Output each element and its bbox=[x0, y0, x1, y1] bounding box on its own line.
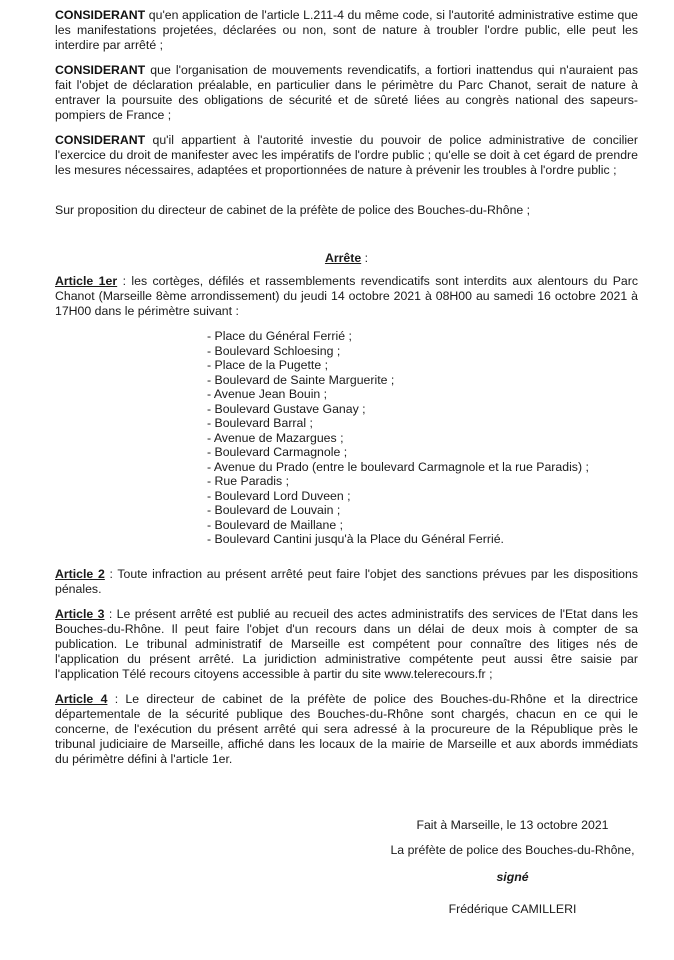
signature-role: La préfète de police des Bouches-du-Rhône, bbox=[390, 843, 635, 857]
article-2 bbox=[55, 567, 638, 597]
street-item: - Boulevard de Sainte Marguerite ; bbox=[207, 372, 395, 387]
spacer bbox=[55, 188, 638, 203]
signature-signed: signé bbox=[496, 870, 529, 884]
considerant-2 bbox=[55, 63, 638, 123]
arrete-suffix: : bbox=[361, 251, 369, 265]
street-item: - Boulevard Lord Duveen ; bbox=[207, 488, 351, 503]
article-label: Article 4 bbox=[55, 691, 108, 706]
considerant-text: qu'en application de l'article L.211-4 du même code, si l'autorité administrative estime que les manifestations projetées, déclarées ou non, sont de nature à troubler l'ordre public, elle peut les interdire par arrêté ; bbox=[55, 8, 638, 52]
considerant-text: qu'il appartient à l'autorité investie du pouvoir de police administrative de concilier l'exercice du droit de manifester avec les impératifs de l'ordre public ; qu'elle se doit à cet égard de prendre les mesures nécessaires, adaptées et proportionnées de nature à prévenir les troubles à l'ordre public ; bbox=[55, 133, 638, 177]
spacer bbox=[55, 243, 638, 251]
article-label: Article 1er bbox=[55, 274, 118, 288]
street-item: - Place du Général Ferrié ; bbox=[207, 329, 352, 343]
spacer bbox=[55, 228, 638, 243]
article-4 bbox=[55, 692, 638, 767]
article-text: : Toute infraction au présent arrêté peut faire l'objet des sanctions prévues par les dispositions pénales. bbox=[55, 566, 639, 596]
street-item: - Avenue Jean Bouin ; bbox=[207, 387, 328, 401]
street-item: - Place de la Pugette ; bbox=[207, 358, 328, 372]
article-label: Article 3 bbox=[55, 606, 105, 621]
considerant-text: que l'organisation de mouvements revendicatifs, a fortiori inattendus qui n'auraient pas fait l'objet de déclaration préalable, en particulier dans le périmètre du Parc Chanot, serait de nature à entraver la poursuite des obligations de sécurité et de sûreté liées au congrès national des sapeurs-pompiers de France ; bbox=[55, 63, 638, 122]
considerant-1 bbox=[55, 8, 638, 53]
street-item: - Boulevard Cantini jusqu'à la Place du Général Ferrié. bbox=[207, 532, 504, 546]
street-item: - Boulevard de Louvain ; bbox=[207, 503, 341, 517]
considerant-lead: CONSIDERANT bbox=[55, 133, 146, 147]
article-1 bbox=[55, 274, 638, 319]
signature-place-date: Fait à Marseille, le 13 octobre 2021 bbox=[416, 818, 609, 832]
street-item: - Boulevard Carmagnole ; bbox=[207, 445, 348, 459]
street-item: - Boulevard Schloesing ; bbox=[207, 343, 341, 358]
street-item: - Boulevard de Maillane ; bbox=[207, 517, 344, 532]
document-page bbox=[55, 8, 638, 777]
considerant-lead: CONSIDERANT bbox=[55, 63, 146, 77]
perimeter-street-list bbox=[207, 329, 638, 547]
signatory-name: Frédérique CAMILLERI bbox=[448, 902, 577, 916]
article-text: : les cortèges, défilés et rassemblements revendicatifs sont interdits aux alentours du Parc Chanot (Marseille 8ème arrondissement) du jeudi 14 octobre 2021 à 08H00 au samedi 16 octobre 2021 à 17H00 dans le périmètre suivant : bbox=[55, 274, 638, 318]
article-label: Article 2 bbox=[55, 566, 105, 581]
considerant-lead: CONSIDERANT bbox=[55, 8, 146, 22]
arrete-heading bbox=[55, 251, 638, 266]
street-item: - Avenue de Mazargues ; bbox=[207, 430, 344, 445]
street-item: - Avenue du Prado (entre le boulevard Carmagnole et la rue Paradis) ; bbox=[207, 459, 589, 474]
street-item: - Rue Paradis ; bbox=[207, 474, 290, 488]
street-item: - Boulevard Gustave Ganay ; bbox=[207, 401, 366, 416]
article-text: : Le présent arrêté est publié au recueil des actes administratifs des services de l'Etat dans les Bouches-du-Rhône. Il peut faire l'objet d'un recours dans un délai de deux mois à compter de sa publication. Le tribunal administratif de Marseille est compétent pour connaître des litiges nés de l'application du présent arrêté. La juridiction administrative compétente peut aussi être saisie par l'application Télé recours citoyens accessible à partir du site www.telerecours.fr ; bbox=[55, 606, 638, 681]
article-text: : Le directeur de cabinet de la préfète de police des Bouches-du-Rhône et la directrice départementale de la sécurité publique des Bouches-du-Rhône sont chargés, chacun en ce qui le concerne, de l'exécution du présent arrêté qui sera adressé à la procureure de la République près le tribunal judiciaire de Marseille, affiché dans les locaux de la mairie de Marseille et aux abords immédiats du périmètre défini à l'article 1er. bbox=[55, 691, 638, 766]
considerant-3 bbox=[55, 133, 638, 178]
article-3 bbox=[55, 607, 638, 682]
proposition: Sur proposition du directeur de cabinet de la préfète de police des Bouches-du-Rhône ; bbox=[55, 203, 531, 217]
street-item: - Boulevard Barral ; bbox=[207, 416, 313, 430]
arrete-title: Arrête bbox=[324, 251, 362, 265]
